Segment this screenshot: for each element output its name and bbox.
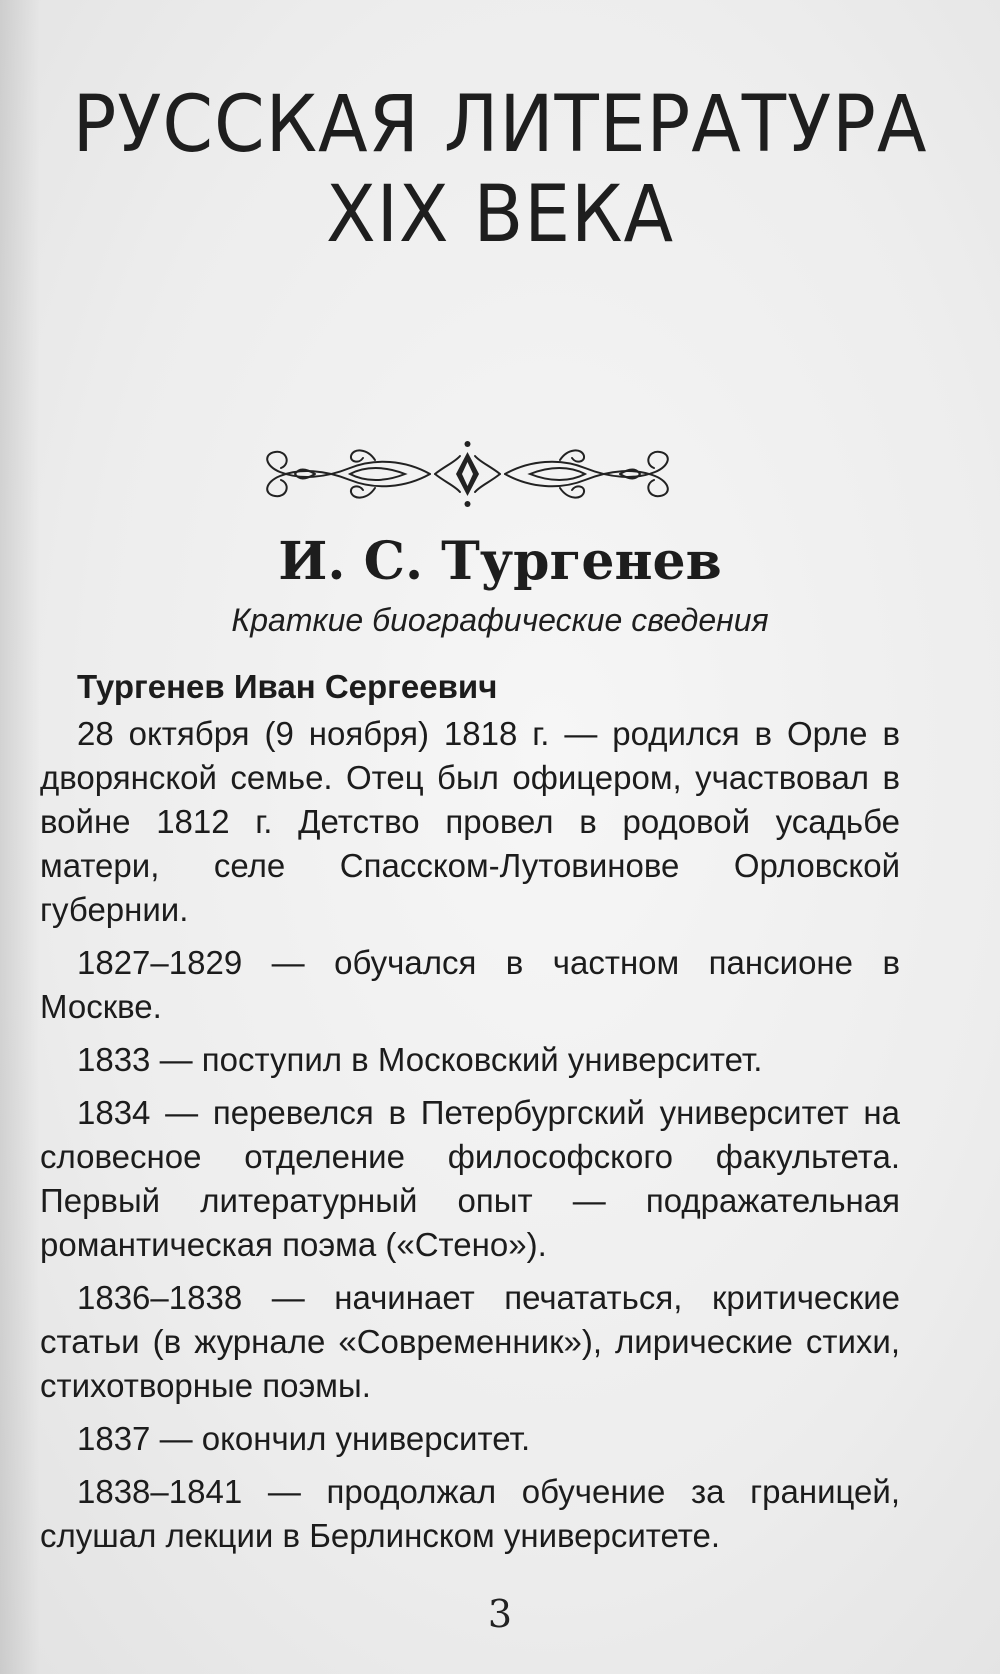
page-number: 3 bbox=[487, 1592, 513, 1636]
page-gutter-shadow bbox=[0, 0, 40, 1674]
biography-paragraph: 28 октября (9 ноября) 1818 г. — родился в Орле в дворянской семье. Отец был офицером, участвовал в войне 1812 г. Детство провел в родовой усадьбе матери, селе Спасском-Лутовинове Орловской губернии. bbox=[40, 715, 900, 928]
author-name: И. С. Тургенев bbox=[278, 531, 722, 592]
section-title-line-2: XIX ВЕКА bbox=[325, 170, 674, 260]
section-title-line-1: РУССКАЯ ЛИТЕРАТУРА bbox=[72, 80, 928, 170]
biography-paragraph: 1838–1841 — продолжал обучение за границей, слушал лекции в Берлинском университете. bbox=[40, 1473, 900, 1554]
biography-paragraph: 1833 — поступил в Московский университет. bbox=[77, 1041, 763, 1078]
biography-paragraph: 1834 — перевелся в Петербургский университет на словесное отделение философского факультета. Первый литературный опыт — подражательная романтическая поэма («Стено»). bbox=[40, 1094, 900, 1263]
biography-paragraph: 1836–1838 — начинает печататься, критические статьи (в журнале «Современник»), лирические стихи, стихотворные поэмы. bbox=[40, 1279, 900, 1404]
section-title bbox=[35, 80, 965, 260]
biography-text bbox=[40, 665, 900, 1567]
section-subtitle: Краткие биографические сведения bbox=[231, 602, 769, 638]
biography-paragraph: 1827–1829 — обучался в частном пансионе в Москве. bbox=[40, 944, 900, 1025]
biography-paragraph: 1837 — окончил университет. bbox=[77, 1420, 531, 1457]
author-full-name: Тургенев Иван Сергеевич bbox=[77, 668, 498, 705]
decorative-flourish-divider-icon bbox=[255, 438, 680, 510]
